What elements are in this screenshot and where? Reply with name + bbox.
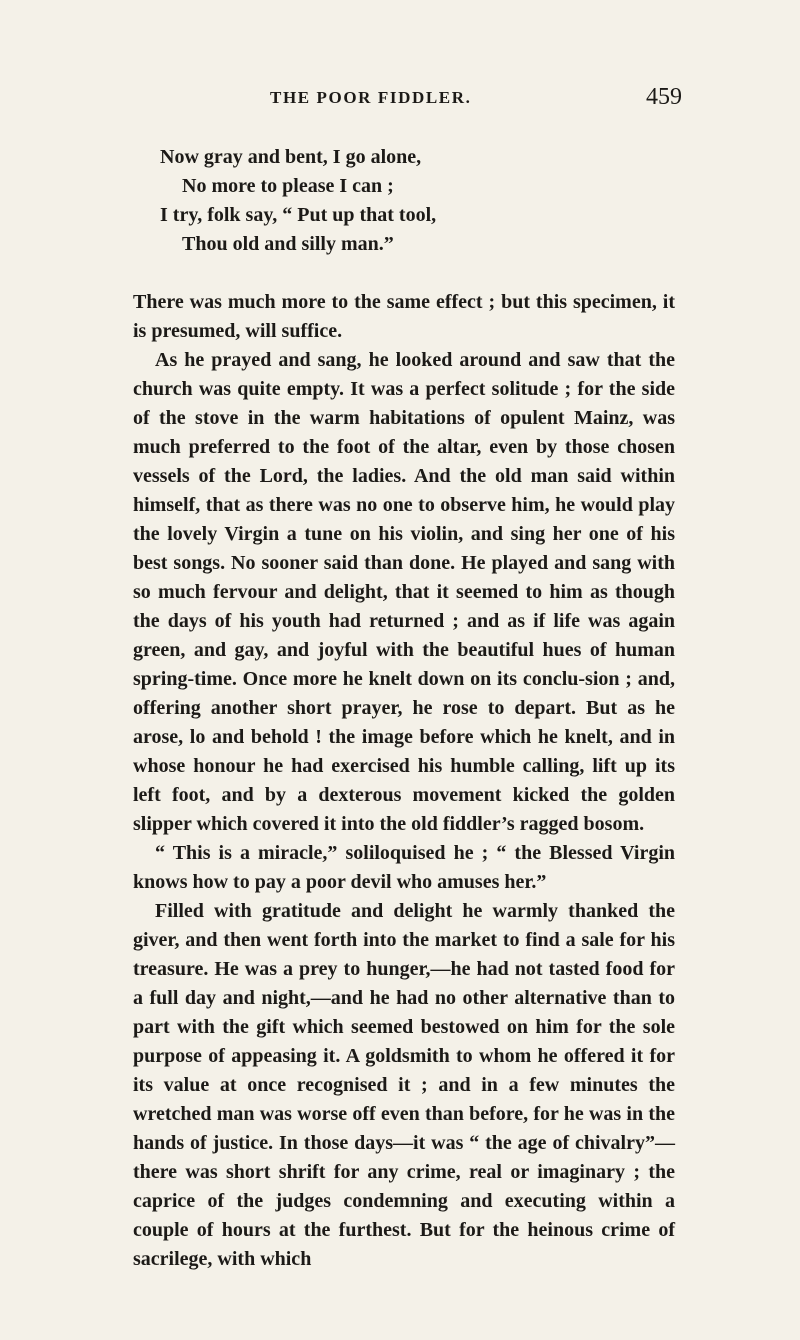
paragraph: There was much more to the same effect ; but this specimen, it is presumed, will suffice. [133,291,675,342]
verse-stanza [160,143,660,259]
verse-line: Now gray and bent, I go alone, [160,146,422,168]
paragraph: As he prayed and sang, he looked around and saw that the church was quite empty. It was a perfect solitude ; for the side of the stove in the warm habitations of opulent Mainz, was much preferred to the foot of the altar, even by those chosen vessels of the Lord, the ladies. And the old man said within himself, that as there was no one to observe him, he would play the lovely Virgin a tune on his violin, and sing her one of his best songs. No sooner said than done. He played and sang with so much fervour and delight, that it seemed to him as though the days of his youth had returned ; and as if life was again green, and gay, and joyful with the beautiful hues of human spring-time. Once more he knelt down on its conclu-sion ; and, offering another short prayer, he rose to depart. But as he arose, lo and behold ! the image before which he knelt, and in whose honour he had exercised his humble calling, lift up its left foot, and by a dexterous movement kicked the golden slipper which covered it into the old fiddler’s ragged bosom. [133,349,675,835]
paragraph: Filled with gratitude and delight he warmly thanked the giver, and then went forth into the market to find a sale for his treasure. He was a prey to hunger,—he had not tasted food for a full day and night,—and he had no other alternative than to part with the gift which seemed bestowed on him for the sole purpose of appeasing it. A goldsmith to whom he offered it for its value at once recognised it ; and in a few minutes the wretched man was worse off even than before, for he was in the hands of justice. In those days—it was “ the age of chivalry”—there was short shrift for any crime, real or imaginary ; the caprice of the judges condemning and executing within a couple of hours at the furthest. But for the heinous crime of sacrilege, with which [133,900,675,1270]
verse-line: No more to please I can ; [182,175,394,197]
verse-line: Thou old and silly man.” [182,233,394,255]
page-number: 459 [646,84,682,110]
verse-line: I try, folk say, “ Put up that tool, [160,204,437,226]
page-header [0,84,800,114]
running-title: THE POOR FIDDLER. [270,88,472,107]
paragraph: “ This is a miracle,” soliloquised he ; “ the Blessed Virgin knows how to pay a poor devil who amuses her.” [133,842,675,893]
body-text [133,288,675,1274]
